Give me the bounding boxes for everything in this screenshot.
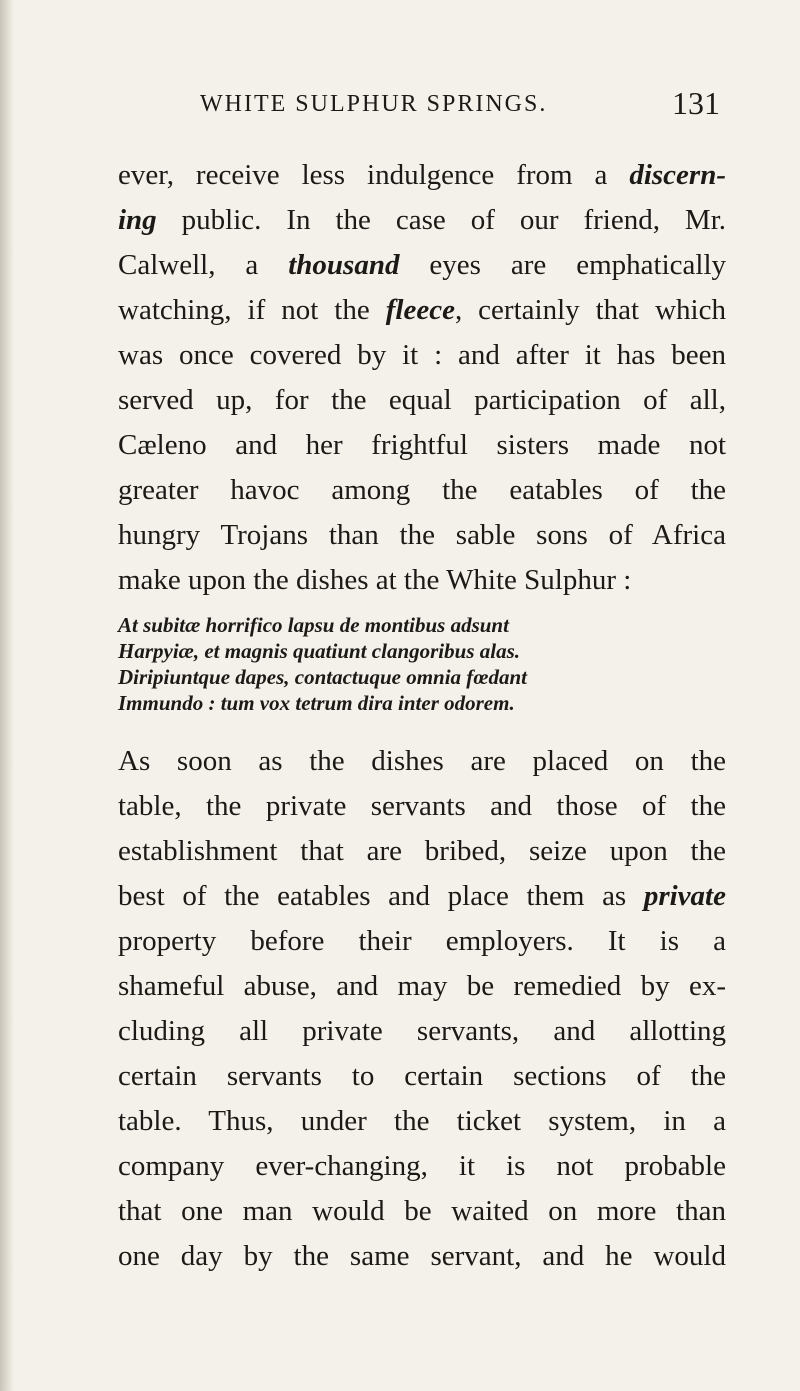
text-line: company ever-changing, it is not probable bbox=[118, 1150, 726, 1182]
text-line: ing public. In the case of our friend, Mr. bbox=[118, 204, 726, 236]
verse-line: Harpyiæ, et magnis quatiunt clangoribus alas. bbox=[118, 639, 520, 663]
gutter-shadow bbox=[0, 0, 14, 1391]
page-number: 131 bbox=[672, 85, 720, 121]
text-line: watching, if not the fleece, certainly that which bbox=[118, 294, 726, 326]
text-line: table. Thus, under the ticket system, in a bbox=[118, 1105, 726, 1137]
text-line: cluding all private servants, and allotting bbox=[118, 1015, 726, 1047]
text-line: best of the eatables and place them as private bbox=[118, 880, 726, 912]
text-line: establishment that are bribed, seize upon the bbox=[118, 835, 726, 867]
running-head bbox=[118, 85, 720, 125]
text-line: table, the private servants and those of the bbox=[118, 790, 726, 822]
verse-line: Diripiuntque dapes, contactuque omnia fœdant bbox=[118, 665, 527, 689]
text-line: ever, receive less indulgence from a discern- bbox=[118, 159, 726, 191]
text-line: one day by the same servant, and he would bbox=[118, 1240, 726, 1272]
text-line: As soon as the dishes are placed on the bbox=[118, 745, 726, 777]
paragraph-2 bbox=[118, 739, 726, 1279]
text-line: shameful abuse, and may be remedied by ex- bbox=[118, 970, 726, 1002]
text-line: that one man would be waited on more than bbox=[118, 1195, 726, 1227]
verse-line: At subitæ horrifico lapsu de montibus adsunt bbox=[118, 613, 509, 637]
paragraph-1 bbox=[118, 153, 726, 603]
text-line: Cæleno and her frightful sisters made not bbox=[118, 429, 726, 461]
text-line: hungry Trojans than the sable sons of Africa bbox=[118, 519, 726, 551]
verse-line: Immundo : tum vox tetrum dira inter odorem. bbox=[118, 691, 515, 715]
text-line: was once covered by it : and after it has been bbox=[118, 339, 726, 371]
text-line: greater havoc among the eatables of the bbox=[118, 474, 726, 506]
running-title: WHITE SULPHUR SPRINGS. bbox=[200, 91, 548, 117]
text-line: served up, for the equal participation of all, bbox=[118, 384, 726, 416]
text-line: certain servants to certain sections of the bbox=[118, 1060, 726, 1092]
latin-verse-quotation bbox=[118, 612, 718, 716]
text-line: make upon the dishes at the White Sulphur : bbox=[118, 564, 632, 596]
text-line: property before their employers. It is a bbox=[118, 925, 726, 957]
text-line: Calwell, a thousand eyes are emphatically bbox=[118, 249, 726, 281]
